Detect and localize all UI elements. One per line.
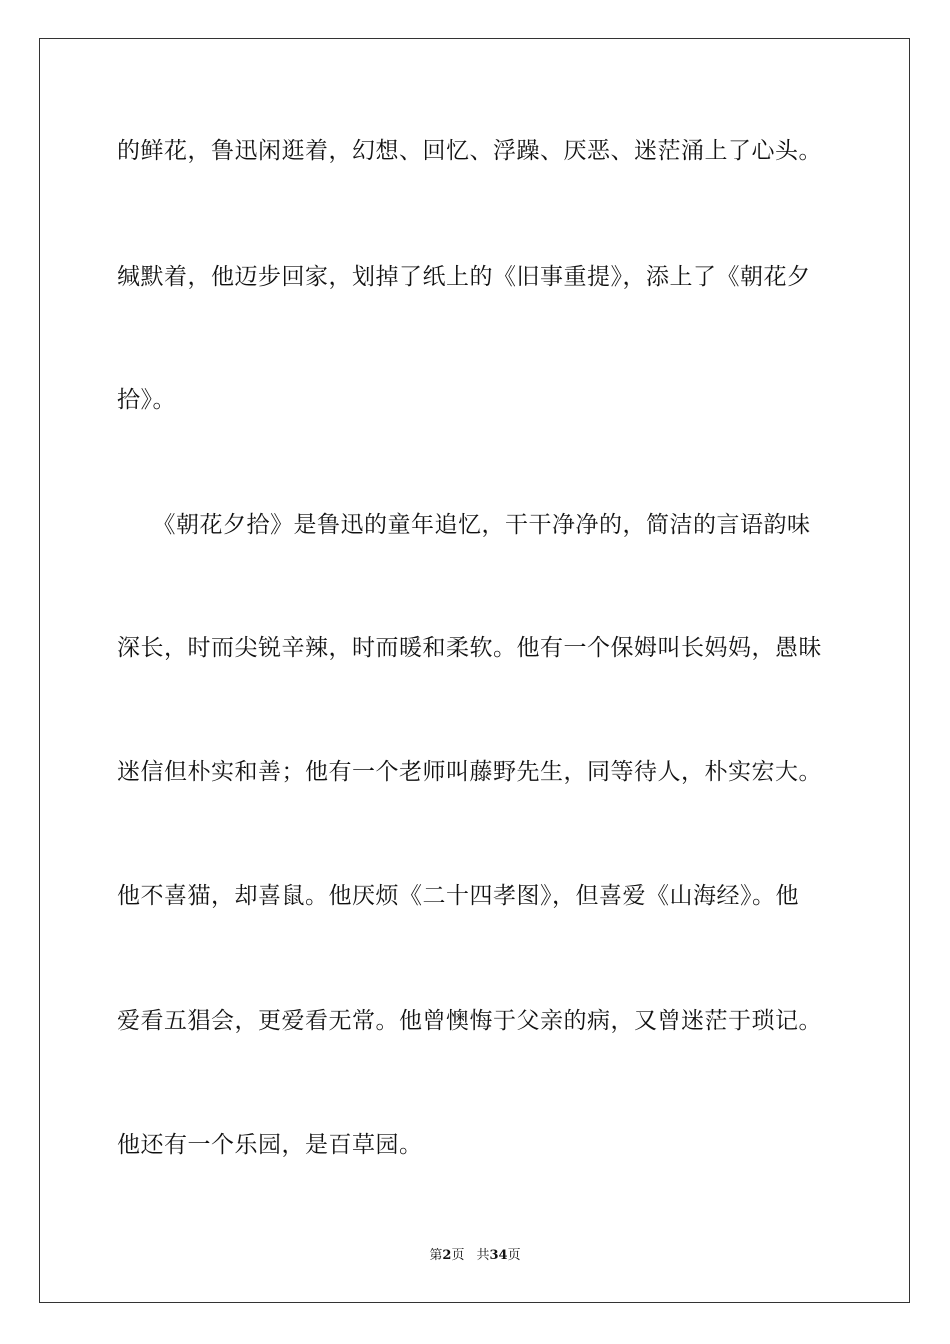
body-text-line-2: 缄默着，他迈步回家，划掉了纸上的《旧事重提》，添上了《朝花夕 <box>117 264 811 290</box>
page-border <box>39 38 910 1303</box>
total-pages-label: 共34页 <box>476 1248 521 1263</box>
body-text-line-1: 的鲜花，鲁迅闲逛着，幻想、回忆、浮躁、厌恶、迷茫涌上了心头。 <box>117 138 822 164</box>
body-text-line-8: 爱看五猖会，更爱看无常。他曾懊悔于父亲的病，又曾迷茫于琐记。 <box>117 1008 822 1034</box>
body-text-line-9: 他还有一个乐园，是百草园。 <box>117 1132 423 1158</box>
body-text-line-4: 《朝花夕拾》是鲁迅的童年追忆，干干净净的，简洁的言语韵味 <box>117 512 811 538</box>
body-text-line-5: 深长，时而尖锐辛辣，时而暖和柔软。他有一个保姆叫长妈妈，愚昧 <box>117 635 822 661</box>
page-label: 第2页 <box>429 1248 465 1263</box>
page-footer <box>0 1247 950 1265</box>
body-text-line-3: 拾》。 <box>117 387 176 413</box>
body-text-line-7: 他不喜猫，却喜鼠。他厌烦《二十四孝图》，但喜爱《山海经》。他 <box>117 883 799 909</box>
body-text-line-6: 迷信但朴实和善；他有一个老师叫藤野先生，同等待人，朴实宏大。 <box>117 759 822 785</box>
